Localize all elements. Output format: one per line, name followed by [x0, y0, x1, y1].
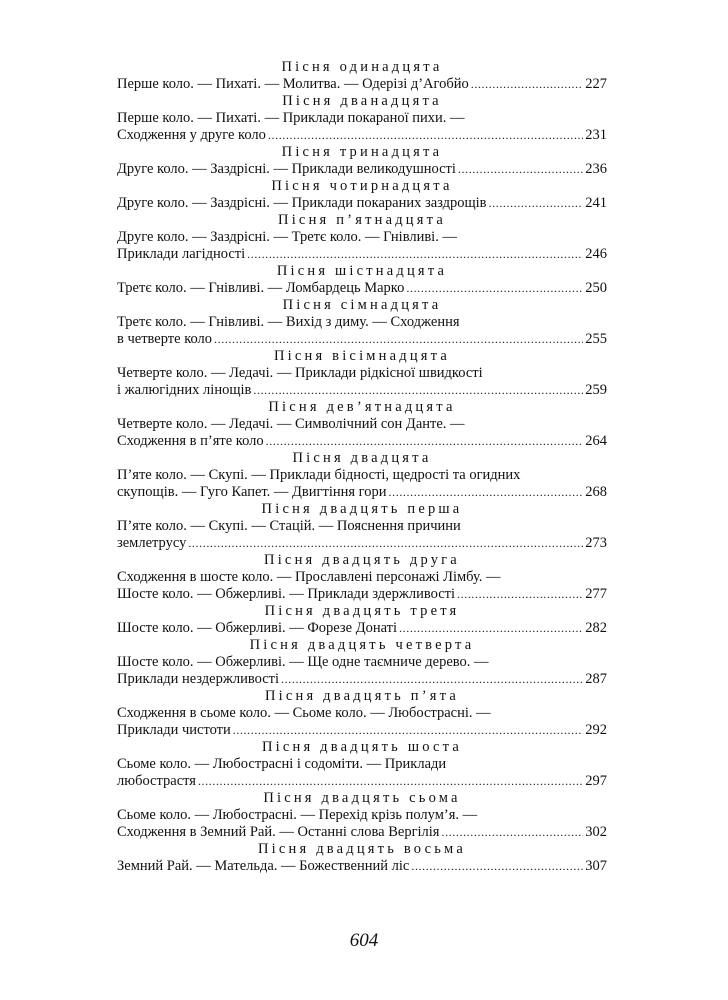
- canto-heading: Пісня двадцять третя: [264, 603, 460, 619]
- toc-page-number: 277: [585, 586, 607, 602]
- toc-page-number: 292: [585, 722, 607, 738]
- canto-entry: [117, 212, 607, 263]
- toc-page-number: 297: [585, 773, 607, 789]
- canto-summary-line: Третє коло. — Гнівливі. — Вихід з диму. — Сходження: [117, 314, 460, 330]
- dot-leader: [188, 535, 583, 552]
- canto-entry: [117, 59, 607, 93]
- canto-summary-line: Перше коло. — Пихаті. — Приклади покараної пихи. —: [117, 110, 465, 126]
- toc-entry-line: [117, 671, 607, 688]
- canto-heading: Пісня дванадцята: [282, 93, 442, 109]
- canto-heading: Пісня дев’ятнадцята: [268, 399, 456, 415]
- toc-entry-line: [117, 382, 607, 399]
- canto-heading: Пісня чотирнадцята: [271, 178, 453, 194]
- toc-page-number: 259: [585, 382, 607, 398]
- toc-page-number: 231: [585, 127, 607, 143]
- toc-page-number: 227: [585, 76, 607, 92]
- toc-entry-line: [117, 76, 607, 93]
- dot-leader: [389, 484, 583, 501]
- canto-heading: Пісня двадцять сьома: [263, 790, 461, 806]
- canto-summary-last-line: Земний Рай. — Мательда. — Божественний ліс: [117, 858, 410, 874]
- canto-summary-last-line: Шосте коло. — Обжерливі. — Форезе Донаті: [117, 620, 398, 636]
- canto-heading: Пісня п’ятнадцята: [278, 212, 446, 228]
- toc-page-number: 236: [585, 161, 607, 177]
- canto-entry: [117, 501, 607, 552]
- canto-summary-line: П’яте коло. — Скупі. — Приклади бідності, щедрості та огидних: [117, 467, 521, 483]
- toc-page-number: 282: [585, 620, 607, 636]
- dot-leader: [471, 76, 583, 93]
- dot-leader: [441, 824, 583, 841]
- canto-entry: [117, 297, 607, 348]
- canto-entry: [117, 688, 607, 739]
- toc-page-number: 307: [585, 858, 607, 874]
- canto-heading: Пісня двадцять восьма: [258, 841, 466, 857]
- toc-page-number: 255: [585, 331, 607, 347]
- canto-entry: [117, 144, 607, 178]
- canto-summary-last-line: Друге коло. — Заздрісні. — Приклади великодушності: [117, 161, 456, 177]
- canto-heading: Пісня тринадцята: [281, 144, 443, 160]
- canto-entry: [117, 178, 607, 212]
- canto-summary-line: Сьоме коло. — Любострасні і содоміти. — Приклади: [117, 756, 447, 772]
- canto-summary-last-line: Третє коло. — Гнівливі. — Ломбардець Марко: [117, 280, 405, 296]
- toc-page-number: 302: [585, 824, 607, 840]
- canto-heading: Пісня двадцять друга: [264, 552, 460, 568]
- canto-summary-line: Шосте коло. — Обжерливі. — Ще одне таємниче дерево. —: [117, 654, 489, 670]
- canto-heading: Пісня двадцять п’ята: [264, 688, 460, 704]
- canto-summary-line: П’яте коло. — Скупі. — Стацій. — Пояснення причини: [117, 518, 461, 534]
- canto-summary-last-line: і жалюгідних лінощів: [117, 382, 252, 398]
- canto-summary-last-line: Перше коло. — Пихаті. — Молитва. — Одерізі д’Агобйо: [117, 76, 469, 92]
- canto-entry: [117, 637, 607, 688]
- dot-leader: [233, 722, 583, 739]
- toc-entry-line: [117, 620, 607, 637]
- dot-leader: [247, 246, 583, 263]
- canto-summary-last-line: Приклади чистоти: [117, 722, 231, 738]
- canto-entry: [117, 790, 607, 841]
- toc-entry-line: [117, 280, 607, 297]
- toc-entry-line: [117, 535, 607, 552]
- canto-summary-last-line: Сходження в п’яте коло: [117, 433, 264, 449]
- canto-heading: Пісня одинадцята: [281, 59, 443, 75]
- canto-summary-last-line: землетрусу: [117, 535, 187, 551]
- dot-leader: [214, 331, 583, 348]
- toc-entry-line: [117, 433, 607, 450]
- canto-heading: Пісня двадцять шоста: [261, 739, 462, 755]
- canto-summary-line: Четверте коло. — Ледачі. — Приклади рідкісної швидкості: [117, 365, 483, 381]
- toc-entry-line: [117, 331, 607, 348]
- canto-heading: Пісня двадцять четверта: [249, 637, 475, 653]
- toc-entry-line: [117, 484, 607, 501]
- canto-summary-line: Сходження в шосте коло. — Прославлені персонажі Лімбу. —: [117, 569, 501, 585]
- canto-summary-last-line: Друге коло. — Заздрісні. — Приклади покараних заздрощів: [117, 195, 487, 211]
- canto-summary-last-line: любострастя: [117, 773, 196, 789]
- canto-entry: [117, 399, 607, 450]
- canto-summary-last-line: Приклади лагідності: [117, 246, 246, 262]
- dot-leader: [399, 620, 583, 637]
- toc-entry-line: [117, 586, 607, 603]
- toc-page-number: 287: [585, 671, 607, 687]
- canto-heading: Пісня сімнадцята: [282, 297, 442, 313]
- toc-page-number: 241: [585, 195, 607, 211]
- toc-entry-line: [117, 858, 607, 875]
- canto-summary-line: Четверте коло. — Ледачі. — Символічний сон Данте. —: [117, 416, 465, 432]
- toc-page-number: 250: [585, 280, 607, 296]
- canto-summary-line: Сходження в сьоме коло. — Сьоме коло. — Любострасні. —: [117, 705, 491, 721]
- dot-leader: [281, 671, 583, 688]
- dot-leader: [253, 382, 583, 399]
- dot-leader: [266, 433, 583, 450]
- canto-summary-last-line: скупощів. — Гуго Капет. — Двигтіння гори: [117, 484, 387, 500]
- canto-entry: [117, 603, 607, 637]
- toc-entry-line: [117, 195, 607, 212]
- toc-page-number: 268: [585, 484, 607, 500]
- dot-leader: [198, 773, 583, 790]
- table-of-contents: [117, 59, 607, 875]
- canto-entry: [117, 263, 607, 297]
- toc-page-number: 264: [585, 433, 607, 449]
- canto-summary-last-line: Приклади нездержливості: [117, 671, 280, 687]
- dot-leader: [489, 195, 583, 212]
- toc-page-number: 273: [585, 535, 607, 551]
- dot-leader: [458, 161, 583, 178]
- canto-heading: Пісня двадцять перша: [261, 501, 463, 517]
- dot-leader: [457, 586, 583, 603]
- toc-entry-line: [117, 722, 607, 739]
- dot-leader: [411, 858, 583, 875]
- canto-summary-line: Друге коло. — Заздрісні. — Третє коло. — Гнівливі. —: [117, 229, 457, 245]
- toc-entry-line: [117, 773, 607, 790]
- canto-entry: [117, 552, 607, 603]
- canto-entry: [117, 93, 607, 144]
- canto-entry: [117, 348, 607, 399]
- toc-page-number: 246: [585, 246, 607, 262]
- canto-summary-last-line: Шосте коло. — Обжерливі. — Приклади здержливості: [117, 586, 456, 602]
- page-number: 604: [349, 930, 379, 951]
- toc-entry-line: [117, 161, 607, 178]
- canto-heading: Пісня двадцята: [292, 450, 432, 466]
- toc-entry-line: [117, 824, 607, 841]
- canto-entry: [117, 841, 607, 875]
- canto-entry: [117, 739, 607, 790]
- canto-summary-last-line: Сходження в Земний Рай. — Останні слова Вергілія: [117, 824, 440, 840]
- canto-entry: [117, 450, 607, 501]
- canto-summary-last-line: в четверте коло: [117, 331, 213, 347]
- dot-leader: [268, 127, 583, 144]
- canto-summary-last-line: Сходження у друге коло: [117, 127, 266, 143]
- toc-entry-line: [117, 246, 607, 263]
- canto-summary-line: Сьоме коло. — Любострасні. — Перехід крізь полум’я. —: [117, 807, 478, 823]
- toc-entry-line: [117, 127, 607, 144]
- canto-heading: Пісня вісімнадцята: [273, 348, 451, 364]
- canto-heading: Пісня шістнадцята: [276, 263, 448, 279]
- dot-leader: [406, 280, 583, 297]
